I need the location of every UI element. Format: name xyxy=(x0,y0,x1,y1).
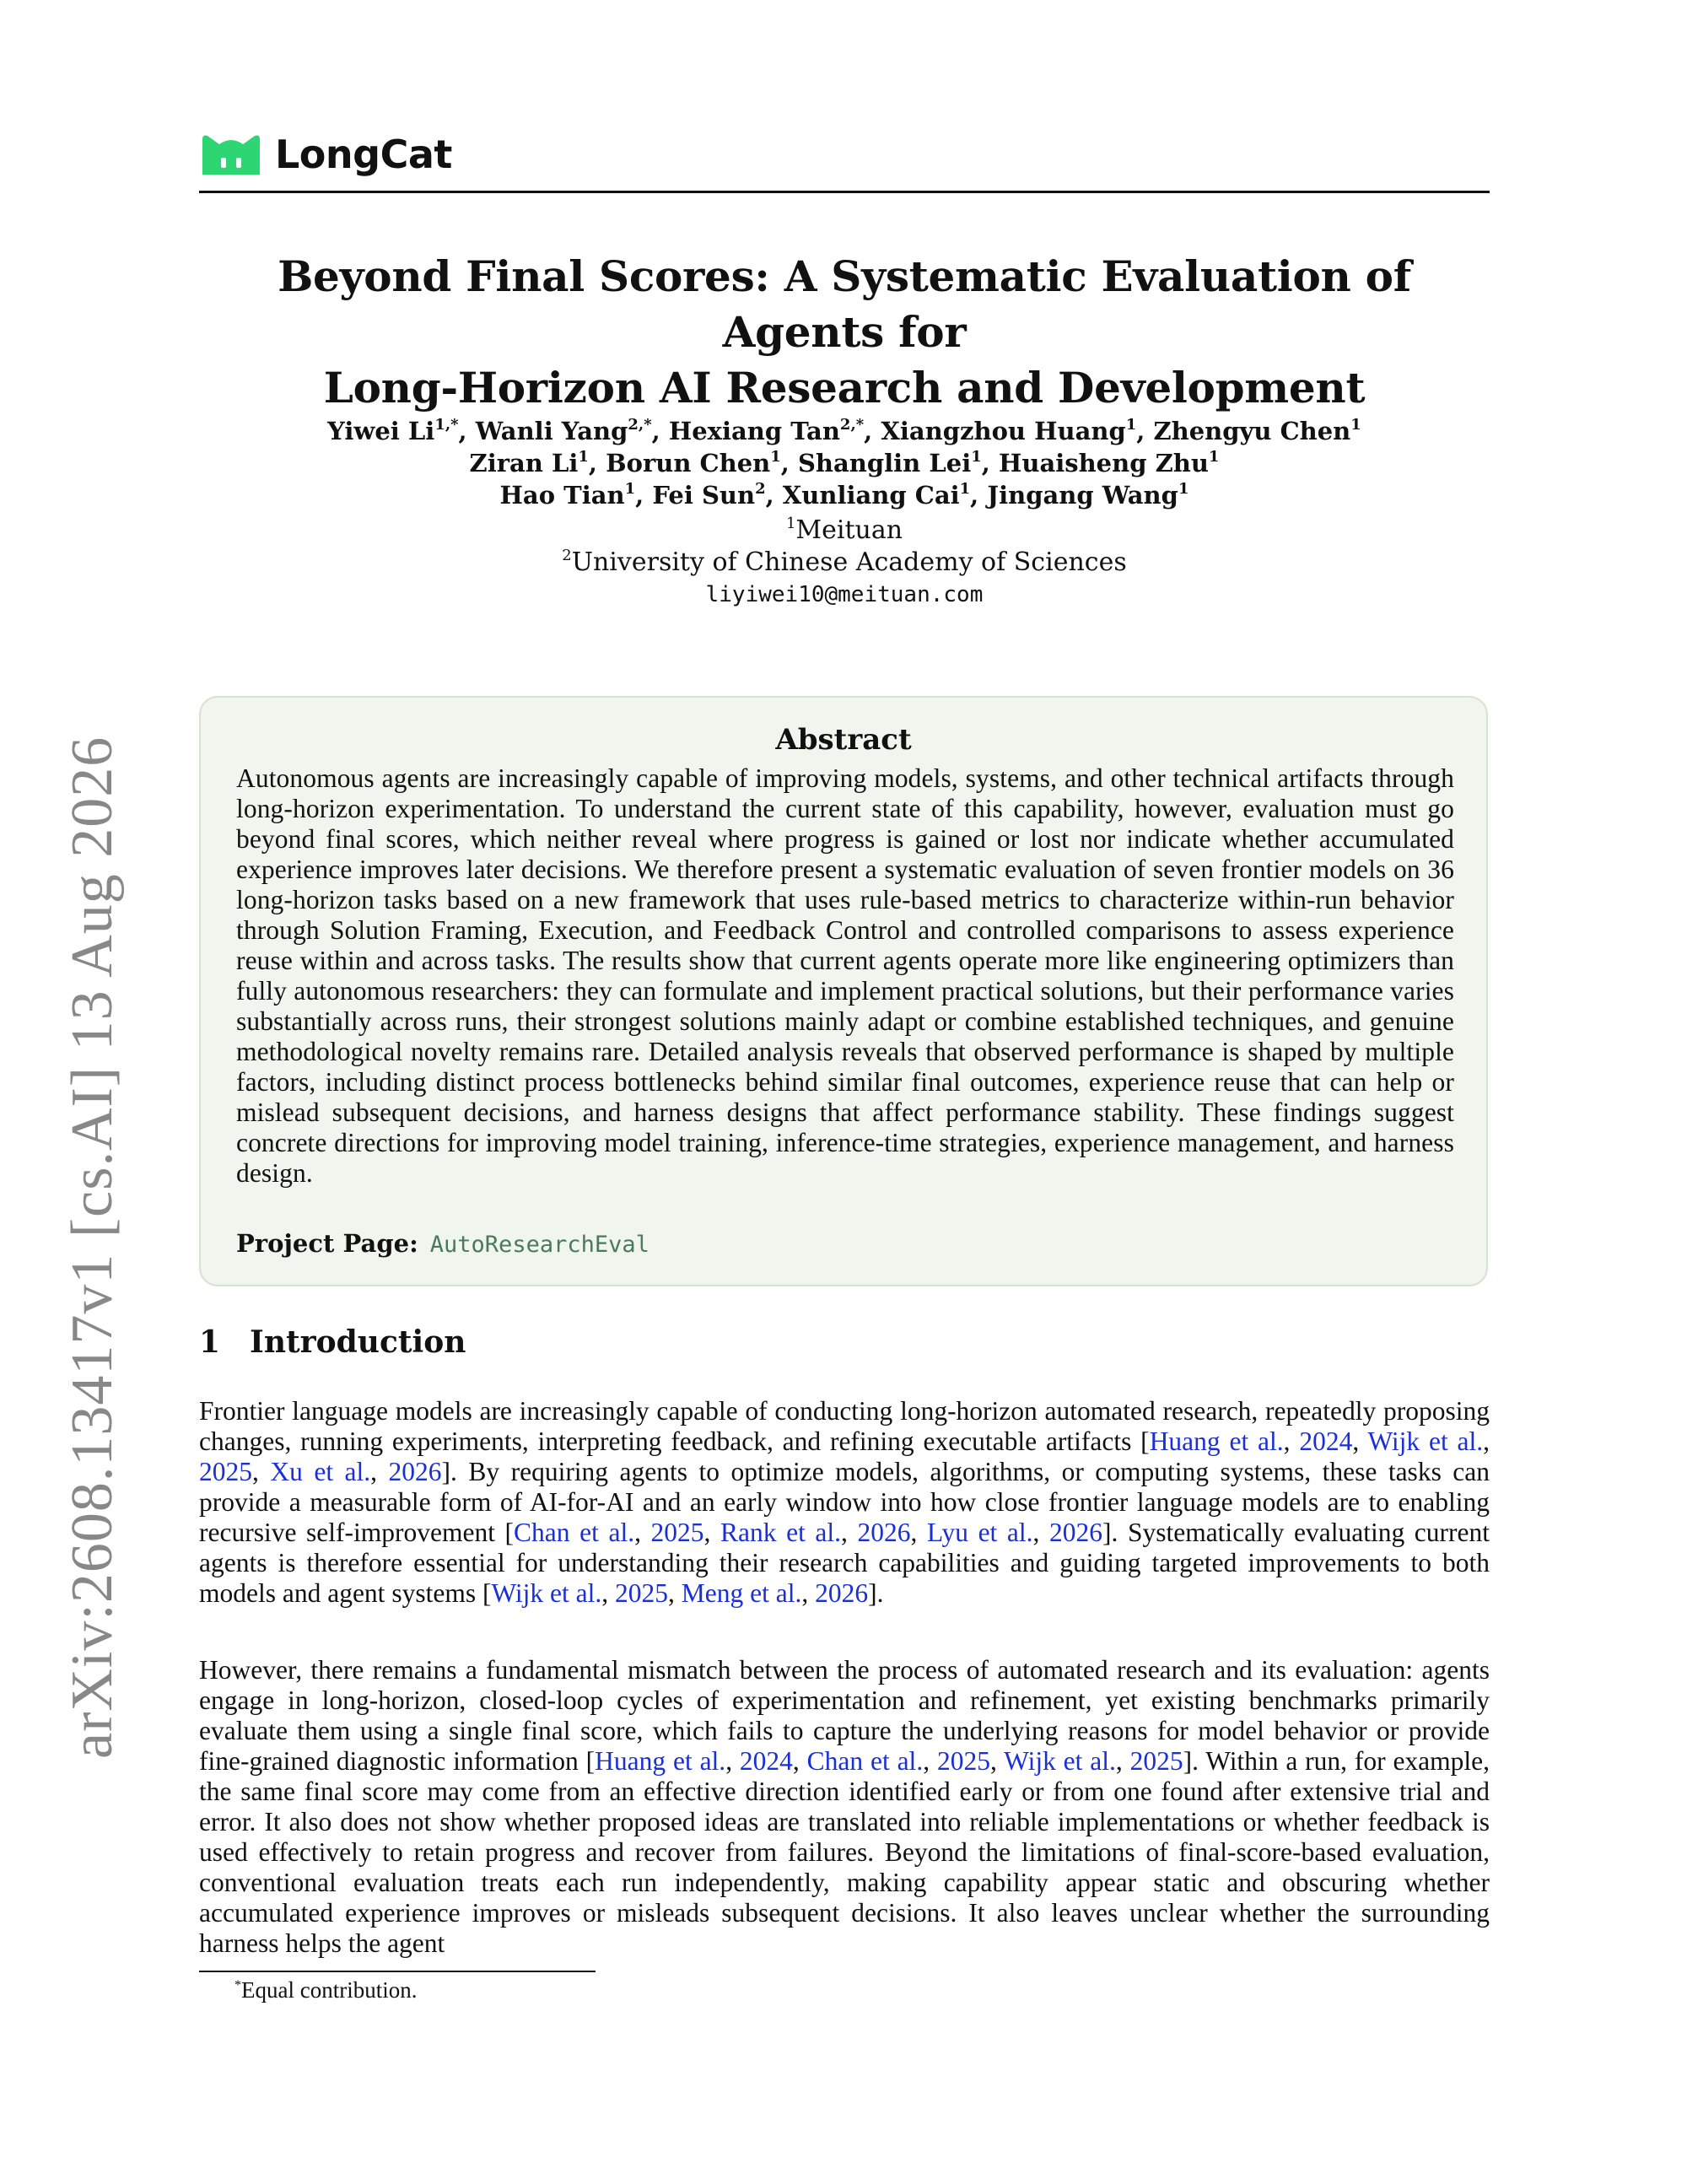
body-text-segment: ]. Within a run, for example, the same final score may come from an effective direction identified early or from one found after extensive trial and error. It also does not show whether proposed ideas are translated into reliable implementations or whether feedback is used effectively to retain progress and recover from failures. Beyond the limitations of final-score-based evaluation, conventional evaluation treats each run independently, making capability appear static and obscuring whether accumulated experience improves or misleads subsequent decisions. It also leaves unclear whether the surrounding harness helps the agent xyxy=(199,1746,1490,1958)
author-name: Xiangzhou Huang xyxy=(881,417,1126,445)
footnote-divider xyxy=(199,1971,596,1972)
author-affiliation-mark: 1,* xyxy=(434,416,459,434)
author-affiliation-mark: 1 xyxy=(971,448,982,466)
body-text-segment: , xyxy=(725,1746,740,1776)
author-affiliation-mark: 2,* xyxy=(839,416,865,434)
author-name: Wanli Yang xyxy=(475,417,628,445)
citation-link[interactable]: Xu et al. xyxy=(270,1457,371,1486)
author-affiliation-mark: 2 xyxy=(755,480,766,498)
abstract-box xyxy=(199,696,1488,1286)
paper-title xyxy=(199,249,1490,416)
body-text-segment: , xyxy=(1352,1426,1368,1456)
author-affiliation-mark: 1 xyxy=(624,480,636,498)
author-name: Zhengyu Chen xyxy=(1153,417,1351,445)
longcat-logo xyxy=(199,131,452,178)
author-name: Hao Tian xyxy=(499,481,625,510)
body-text-segment: , xyxy=(989,1746,1005,1776)
author-affiliation-mark: 1 xyxy=(1208,448,1220,466)
body-text-segment: , xyxy=(634,1518,651,1547)
project-page-label: Project Page: xyxy=(236,1229,418,1258)
citation-link[interactable]: Huang et al. xyxy=(595,1746,726,1776)
citation-link[interactable]: 2025 xyxy=(650,1518,704,1547)
body-text-segment: , xyxy=(370,1457,389,1486)
body-text-segment: , xyxy=(801,1578,816,1608)
body-text-segment: ]. Systematically evaluating current agents is therefore essential for understanding their research capabilities and guiding targeted improvements to both models and agent systems [ xyxy=(199,1518,1490,1608)
citation-link[interactable]: Wijk et al. xyxy=(1367,1426,1484,1456)
project-page xyxy=(236,1229,649,1258)
citation-link[interactable]: Chan et al. xyxy=(806,1746,924,1776)
body-text-segment: , xyxy=(1115,1746,1130,1776)
section-number: 1 xyxy=(199,1324,221,1360)
longcat-logo-icon xyxy=(199,131,263,178)
body-text-segment: However, there remains a fundamental mismatch between the process of automated research and its evaluation: agents engage in long-horizon, closed-loop cycles of experimentation and refinement, yet existing benchmarks primarily evaluate them using a single final score, which fails to capture the underlying reasons for model behavior or provide fine-grained diagnostic information [ xyxy=(199,1655,1490,1776)
body-text-segment: , xyxy=(910,1518,927,1547)
body-text-segment: ]. xyxy=(868,1578,884,1608)
citation-link[interactable]: Huang et al. xyxy=(1149,1426,1284,1456)
affiliations xyxy=(199,515,1490,611)
author-name: Jingang Wang xyxy=(987,481,1178,510)
citation-link[interactable]: Lyu et al. xyxy=(926,1518,1033,1547)
body-text-segment: , xyxy=(923,1746,937,1776)
body-text-segment: , xyxy=(1283,1426,1300,1456)
header-divider xyxy=(199,191,1490,193)
title-line-2: Long-Horizon AI Research and Development xyxy=(323,363,1366,413)
author-name: Borun Chen xyxy=(606,449,771,477)
abstract-heading: Abstract xyxy=(775,723,912,757)
author-line-2: Ziran Li$^1$, Borun Chen$^1$, Shanglin Lei$^1$, Huaisheng Zhu$^1$ xyxy=(469,448,1220,477)
section-heading xyxy=(199,1324,466,1360)
citation-link[interactable]: Meng et al. xyxy=(681,1578,802,1608)
author-affiliation-mark: 1 xyxy=(1350,416,1361,434)
author-affiliation-mark: 1 xyxy=(959,480,971,498)
body-text-segment: , xyxy=(703,1518,721,1547)
intro-paragraph-1 xyxy=(199,1396,1490,1609)
affiliation-2: $^2$University of Chinese Academy of Sciences xyxy=(562,547,1127,577)
logo-text: LongCat xyxy=(275,132,452,177)
author-name: Shanglin Lei xyxy=(797,449,972,477)
body-text-segment: , xyxy=(841,1518,858,1547)
author-affiliation-mark: 1 xyxy=(578,448,589,466)
arxiv-identifier: arXiv:2608.13417v1 [cs.AI] 13 Aug 2026 xyxy=(60,736,125,1759)
author-name: Hexiang Tan xyxy=(668,417,840,445)
citation-link[interactable]: 2026 xyxy=(1048,1518,1102,1547)
citation-link[interactable]: 2025 xyxy=(199,1457,252,1486)
citation-link[interactable]: 2026 xyxy=(857,1518,911,1547)
author-name: Ziran Li xyxy=(469,449,579,477)
title-line-1: Beyond Final Scores: A Systematic Evaluation of Agents for xyxy=(278,251,1411,357)
author-affiliation-mark: 1 xyxy=(1178,480,1189,498)
citation-link[interactable]: 2026 xyxy=(388,1457,442,1486)
citation-link[interactable]: 2024 xyxy=(1299,1426,1353,1456)
author-affiliation-mark: 2,* xyxy=(628,416,652,434)
author-line-1: Yiwei $Li^{1,*}$, Wanli Yang$^{2,*}$, Hexiang Tan$^{2,*}$, Xiangzhou Huang$^1$, Zhengyu Chen$^1$ xyxy=(327,416,1361,445)
author-list xyxy=(199,415,1490,511)
citation-link[interactable]: Chan et al. xyxy=(514,1518,635,1547)
body-text-segment: , xyxy=(1032,1518,1049,1547)
citation-link[interactable]: 2024 xyxy=(739,1746,793,1776)
author-name: Yiwei Li xyxy=(327,417,435,445)
abstract-text: Autonomous agents are increasingly capable of improving models, systems, and other technical artifacts through long-horizon experimentation. To understand the current state of this capability, however, evaluation must go beyond final scores, which neither reveal where progress is gained or lost nor indicate whether accumulated experience improves later decisions. We therefore present a systematic evaluation of seven frontier models on 36 long-horizon tasks based on a new framework that uses rule-based metrics to characterize within-run behavior through Solution Framing, Execution, and Feedback Control and controlled comparisons to assess experience reuse within and across tasks. The results show that current agents operate more like engineering optimizers than fully autonomous researchers: they can formulate and implement practical solutions, but their performance varies substantially across runs, their strongest solutions mainly adapt or combine established techniques, and genuine methodological novelty remains rare. Detailed analysis reveals that observed performance is shaped by multiple factors, including distinct process bottlenecks behind similar final outcomes, experience reuse that can help or mislead subsequent decisions, and harness designs that affect performance stability. These findings suggest concrete directions for improving model training, inference-time strategies, experience management, and harness design. xyxy=(236,763,1454,1188)
citation-link[interactable]: 2025 xyxy=(936,1746,990,1776)
citation-link[interactable]: Rank et al. xyxy=(720,1518,842,1547)
body-text-segment: , xyxy=(668,1578,682,1608)
body-text-segment: , xyxy=(252,1457,271,1486)
author-line-3: Hao Tian$^1$, Fei Sun$^2$, Xunliang Cai$^1$, Jingang Wang$^1$ xyxy=(499,480,1189,510)
citation-link[interactable]: 2025 xyxy=(1129,1746,1183,1776)
citation-link[interactable]: Wijk et al. xyxy=(1004,1746,1116,1776)
citation-link[interactable]: Wijk et al. xyxy=(491,1578,602,1608)
contact-email[interactable]: liyiwei10@meituan.com xyxy=(705,582,984,607)
body-text-segment: ]. By requiring agents to optimize models, algorithms, or computing systems, these tasks can provide a measurable form of AI-for-AI and an early window into how close frontier language models are to enabling recursive self-improvement [ xyxy=(199,1457,1490,1547)
citation-link[interactable]: 2025 xyxy=(615,1578,669,1608)
body-text-segment: , xyxy=(792,1746,807,1776)
author-name: Fei Sun xyxy=(652,481,756,510)
body-text-segment: , xyxy=(601,1578,616,1608)
page-header xyxy=(199,131,1490,198)
author-affiliation-mark: 1 xyxy=(770,448,781,466)
affiliation-1: $^1$Meituan xyxy=(785,515,903,545)
body-text-segment: , xyxy=(1483,1426,1490,1456)
intro-paragraph-2 xyxy=(199,1655,1490,1959)
author-name: Huaisheng Zhu xyxy=(998,449,1209,477)
section-title: Introduction xyxy=(250,1324,466,1360)
author-name: Xunliang Cai xyxy=(782,481,960,510)
body-text-segment: Frontier language models are increasingly capable of conducting long-horizon automated research, repeatedly proposing changes, running experiments, interpreting feedback, and refining executable artifacts [ xyxy=(199,1396,1490,1456)
project-page-link[interactable]: AutoResearchEval xyxy=(429,1232,649,1258)
citation-link[interactable]: 2026 xyxy=(815,1578,869,1608)
footnote: *Equal contribution. xyxy=(234,1977,418,2003)
author-affiliation-mark: 1 xyxy=(1125,416,1137,434)
